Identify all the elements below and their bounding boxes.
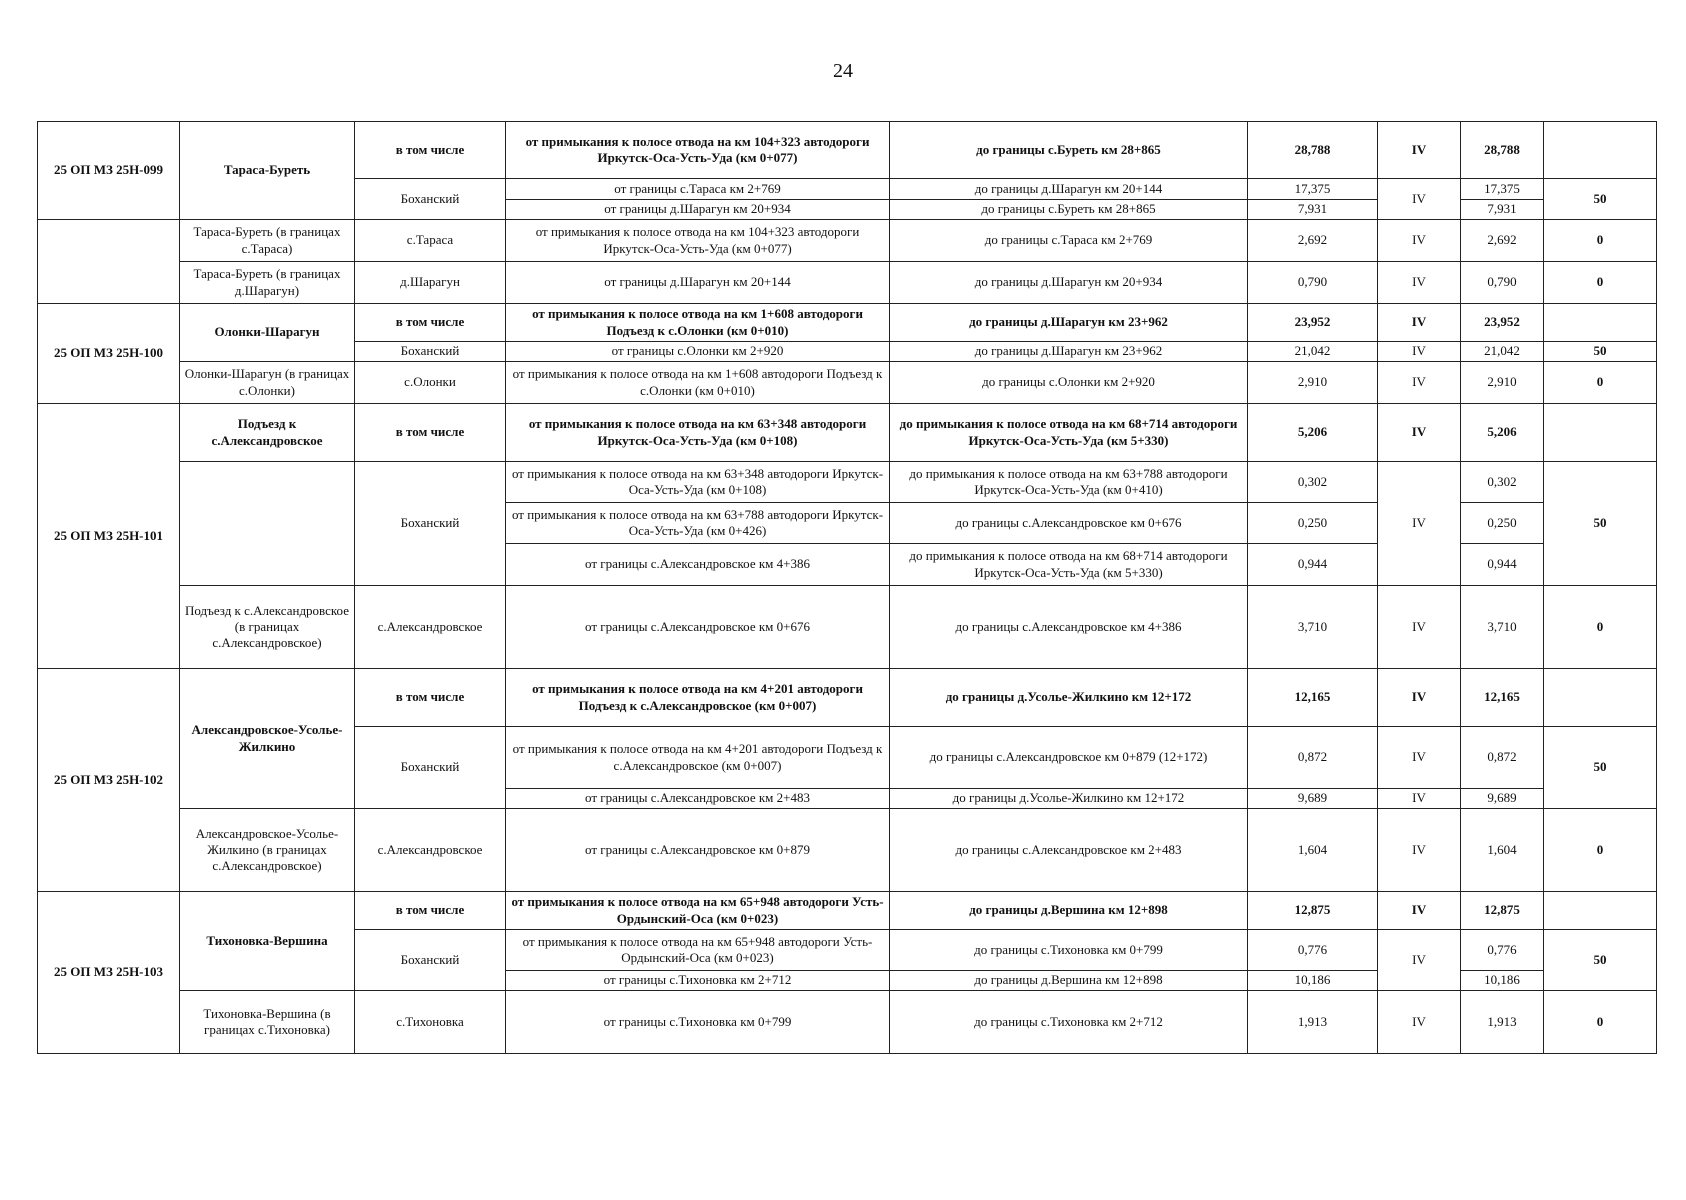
from-point: от примыкания к полосе отвода на км 4+201 автодороги Подъезд к с.Александровское (км 0+007) xyxy=(506,727,890,789)
length: 0,302 xyxy=(1248,462,1378,503)
extra-value: 0 xyxy=(1544,262,1657,304)
district: с.Александровское xyxy=(355,809,506,892)
district: в том числе xyxy=(355,892,506,930)
total: 0,250 xyxy=(1461,503,1544,544)
from-point: от границы с.Тихоновка км 0+799 xyxy=(506,991,890,1054)
total: 9,689 xyxy=(1461,789,1544,809)
total: 0,302 xyxy=(1461,462,1544,503)
table-row xyxy=(38,991,1657,1054)
to-point: до границы д.Усолье-Жилкино км 12+172 xyxy=(890,789,1248,809)
extra-value: 0 xyxy=(1544,991,1657,1054)
to-point: до границы с.Олонки км 2+920 xyxy=(890,362,1248,404)
from-point: от примыкания к полосе отвода на км 63+788 автодороги Иркутск-Оса-Усть-Уда (км 0+426) xyxy=(506,503,890,544)
road-name: Тихоновка-Вершина xyxy=(180,892,355,991)
road-code: 25 ОП МЗ 25Н-100 xyxy=(38,304,180,404)
road-name: Тараса-Буреть (в границах с.Тараса) xyxy=(180,220,355,262)
category: IV xyxy=(1378,727,1461,789)
category: IV xyxy=(1378,220,1461,262)
district: с.Тараса xyxy=(355,220,506,262)
length: 2,692 xyxy=(1248,220,1378,262)
table-row xyxy=(38,669,1657,727)
road-name xyxy=(180,462,355,586)
total: 17,375 xyxy=(1461,179,1544,200)
category: IV xyxy=(1378,586,1461,669)
length: 1,604 xyxy=(1248,809,1378,892)
district: Боханский xyxy=(355,342,506,362)
from-point: от примыкания к полосе отвода на км 65+948 автодороги Усть-Ордынский-Оса (км 0+023) xyxy=(506,930,890,971)
total: 2,910 xyxy=(1461,362,1544,404)
road-name: Тараса-Буреть (в границах д.Шарагун) xyxy=(180,262,355,304)
extra-value xyxy=(1544,304,1657,342)
to-point: до примыкания к полосе отвода на км 68+714 автодороги Иркутск-Оса-Усть-Уда (км 5+330) xyxy=(890,544,1248,586)
length: 28,788 xyxy=(1248,122,1378,179)
from-point: от границы д.Шарагун км 20+144 xyxy=(506,262,890,304)
category: IV xyxy=(1378,122,1461,179)
extra-value: 50 xyxy=(1544,179,1657,220)
length: 2,910 xyxy=(1248,362,1378,404)
district: с.Тихоновка xyxy=(355,991,506,1054)
length: 12,875 xyxy=(1248,892,1378,930)
to-point: до границы д.Шарагун км 20+934 xyxy=(890,262,1248,304)
extra-value: 50 xyxy=(1544,462,1657,586)
district: в том числе xyxy=(355,669,506,727)
length: 10,186 xyxy=(1248,971,1378,991)
category: IV xyxy=(1378,262,1461,304)
extra-value: 0 xyxy=(1544,586,1657,669)
from-point: от границы с.Тихоновка км 2+712 xyxy=(506,971,890,991)
road-code: 25 ОП МЗ 25Н-101 xyxy=(38,404,180,669)
to-point: до границы д.Шарагун км 23+962 xyxy=(890,342,1248,362)
total: 5,206 xyxy=(1461,404,1544,462)
road-name: Подъезд к с.Александровское (в границах с.Александровское) xyxy=(180,586,355,669)
from-point: от границы с.Александровское км 2+483 xyxy=(506,789,890,809)
to-point: до границы с.Буреть км 28+865 xyxy=(890,200,1248,220)
extra-value: 50 xyxy=(1544,930,1657,991)
length: 0,790 xyxy=(1248,262,1378,304)
road-name: Александровское-Усолье-Жилкино (в границах с.Александровское) xyxy=(180,809,355,892)
roads-table xyxy=(37,121,1657,1054)
district: с.Олонки xyxy=(355,362,506,404)
district: Боханский xyxy=(355,462,506,586)
to-point: до границы д.Шарагун км 20+144 xyxy=(890,179,1248,200)
total: 12,875 xyxy=(1461,892,1544,930)
table-row xyxy=(38,809,1657,892)
length: 0,776 xyxy=(1248,930,1378,971)
extra-value: 0 xyxy=(1544,809,1657,892)
length: 0,944 xyxy=(1248,544,1378,586)
extra-value: 50 xyxy=(1544,342,1657,362)
from-point: от границы д.Шарагун км 20+934 xyxy=(506,200,890,220)
category: IV xyxy=(1378,991,1461,1054)
district: с.Александровское xyxy=(355,586,506,669)
extra-value xyxy=(1544,892,1657,930)
road-name: Подъезд к с.Александровское xyxy=(180,404,355,462)
table-row xyxy=(38,892,1657,930)
road-name: Олонки-Шарагун (в границах с.Олонки) xyxy=(180,362,355,404)
from-point: от примыкания к полосе отвода на км 104+323 автодороги Иркутск-Оса-Усть-Уда (км 0+077) xyxy=(506,220,890,262)
from-point: от границы с.Александровское км 0+879 xyxy=(506,809,890,892)
category: IV xyxy=(1378,669,1461,727)
district: Боханский xyxy=(355,727,506,809)
total: 7,931 xyxy=(1461,200,1544,220)
from-point: от границы с.Олонки км 2+920 xyxy=(506,342,890,362)
total: 23,952 xyxy=(1461,304,1544,342)
extra-value: 0 xyxy=(1544,220,1657,262)
table-row xyxy=(38,304,1657,342)
to-point: до границы с.Тихоновка км 2+712 xyxy=(890,991,1248,1054)
table-row xyxy=(38,122,1657,179)
total: 21,042 xyxy=(1461,342,1544,362)
total: 0,790 xyxy=(1461,262,1544,304)
to-point: до границы с.Александровское км 2+483 xyxy=(890,809,1248,892)
length: 0,872 xyxy=(1248,727,1378,789)
from-point: от границы с.Александровское км 4+386 xyxy=(506,544,890,586)
from-point: от примыкания к полосе отвода на км 1+608 автодороги Подъезд к с.Олонки (км 0+010) xyxy=(506,304,890,342)
to-point: до границы с.Тараса км 2+769 xyxy=(890,220,1248,262)
total: 0,776 xyxy=(1461,930,1544,971)
to-point: до границы с.Александровское км 0+879 (12+172) xyxy=(890,727,1248,789)
road-code-continued xyxy=(38,262,180,304)
from-point: от примыкания к полосе отвода на км 63+348 автодороги Иркутск-Оса-Усть-Уда (км 0+108) xyxy=(506,404,890,462)
extra-value: 0 xyxy=(1544,362,1657,404)
total: 0,944 xyxy=(1461,544,1544,586)
total: 2,692 xyxy=(1461,220,1544,262)
to-point: до границы с.Александровское км 4+386 xyxy=(890,586,1248,669)
from-point: от границы с.Тараса км 2+769 xyxy=(506,179,890,200)
table-row xyxy=(38,462,1657,503)
category: IV xyxy=(1378,809,1461,892)
category: IV xyxy=(1378,892,1461,930)
category: IV xyxy=(1378,304,1461,342)
length: 1,913 xyxy=(1248,991,1378,1054)
total: 3,710 xyxy=(1461,586,1544,669)
from-point: от примыкания к полосе отвода на км 63+348 автодороги Иркутск-Оса-Усть-Уда (км 0+108) xyxy=(506,462,890,503)
extra-value xyxy=(1544,404,1657,462)
table-row xyxy=(38,586,1657,669)
total: 10,186 xyxy=(1461,971,1544,991)
to-point: до примыкания к полосе отвода на км 68+714 автодороги Иркутск-Оса-Усть-Уда (км 5+330) xyxy=(890,404,1248,462)
to-point: до границы д.Вершина км 12+898 xyxy=(890,892,1248,930)
category: IV xyxy=(1378,462,1461,586)
from-point: от примыкания к полосе отвода на км 1+608 автодороги Подъезд к с.Олонки (км 0+010) xyxy=(506,362,890,404)
page-number: 24 xyxy=(833,60,853,82)
district: Боханский xyxy=(355,930,506,991)
to-point: до границы с.Тихоновка км 0+799 xyxy=(890,930,1248,971)
district: д.Шарагун xyxy=(355,262,506,304)
road-name: Александровское-Усолье-Жилкино xyxy=(180,669,355,809)
to-point: до границы д.Усолье-Жилкино км 12+172 xyxy=(890,669,1248,727)
from-point: от примыкания к полосе отвода на км 104+323 автодороги Иркутск-Оса-Усть-Уда (км 0+077) xyxy=(506,122,890,179)
extra-value: 50 xyxy=(1544,727,1657,809)
to-point: до границы с.Буреть км 28+865 xyxy=(890,122,1248,179)
district: Боханский xyxy=(355,179,506,220)
length: 9,689 xyxy=(1248,789,1378,809)
total: 28,788 xyxy=(1461,122,1544,179)
length: 0,250 xyxy=(1248,503,1378,544)
table-row xyxy=(38,362,1657,404)
total: 0,872 xyxy=(1461,727,1544,789)
category: IV xyxy=(1378,930,1461,991)
from-point: от границы с.Александровское км 0+676 xyxy=(506,586,890,669)
to-point: до границы с.Александровское км 0+676 xyxy=(890,503,1248,544)
length: 5,206 xyxy=(1248,404,1378,462)
from-point: от примыкания к полосе отвода на км 4+201 автодороги Подъезд к с.Александровское (км 0+007) xyxy=(506,669,890,727)
district: в том числе xyxy=(355,404,506,462)
length: 12,165 xyxy=(1248,669,1378,727)
category: IV xyxy=(1378,179,1461,220)
category: IV xyxy=(1378,404,1461,462)
table-row xyxy=(38,404,1657,462)
to-point: до границы д.Шарагун км 23+962 xyxy=(890,304,1248,342)
length: 23,952 xyxy=(1248,304,1378,342)
category: IV xyxy=(1378,789,1461,809)
length: 7,931 xyxy=(1248,200,1378,220)
table-row xyxy=(38,220,1657,262)
total: 12,165 xyxy=(1461,669,1544,727)
road-code: 25 ОП МЗ 25Н-102 xyxy=(38,669,180,892)
length: 3,710 xyxy=(1248,586,1378,669)
length: 21,042 xyxy=(1248,342,1378,362)
to-point: до границы д.Вершина км 12+898 xyxy=(890,971,1248,991)
from-point: от примыкания к полосе отвода на км 65+948 автодороги Усть-Ордынский-Оса (км 0+023) xyxy=(506,892,890,930)
road-code: 25 ОП МЗ 25Н-103 xyxy=(38,892,180,1054)
to-point: до примыкания к полосе отвода на км 63+788 автодороги Иркутск-Оса-Усть-Уда (км 0+410) xyxy=(890,462,1248,503)
road-name: Олонки-Шарагун xyxy=(180,304,355,362)
road-name: Тихоновка-Вершина (в границах с.Тихоновка) xyxy=(180,991,355,1054)
road-name: Тараса-Буреть xyxy=(180,122,355,220)
table-row xyxy=(38,262,1657,304)
category: IV xyxy=(1378,342,1461,362)
road-code-continued xyxy=(38,220,180,262)
length: 17,375 xyxy=(1248,179,1378,200)
total: 1,604 xyxy=(1461,809,1544,892)
extra-value xyxy=(1544,122,1657,179)
district: в том числе xyxy=(355,122,506,179)
category: IV xyxy=(1378,362,1461,404)
total: 1,913 xyxy=(1461,991,1544,1054)
road-code: 25 ОП МЗ 25Н-099 xyxy=(38,122,180,220)
district: в том числе xyxy=(355,304,506,342)
extra-value xyxy=(1544,669,1657,727)
